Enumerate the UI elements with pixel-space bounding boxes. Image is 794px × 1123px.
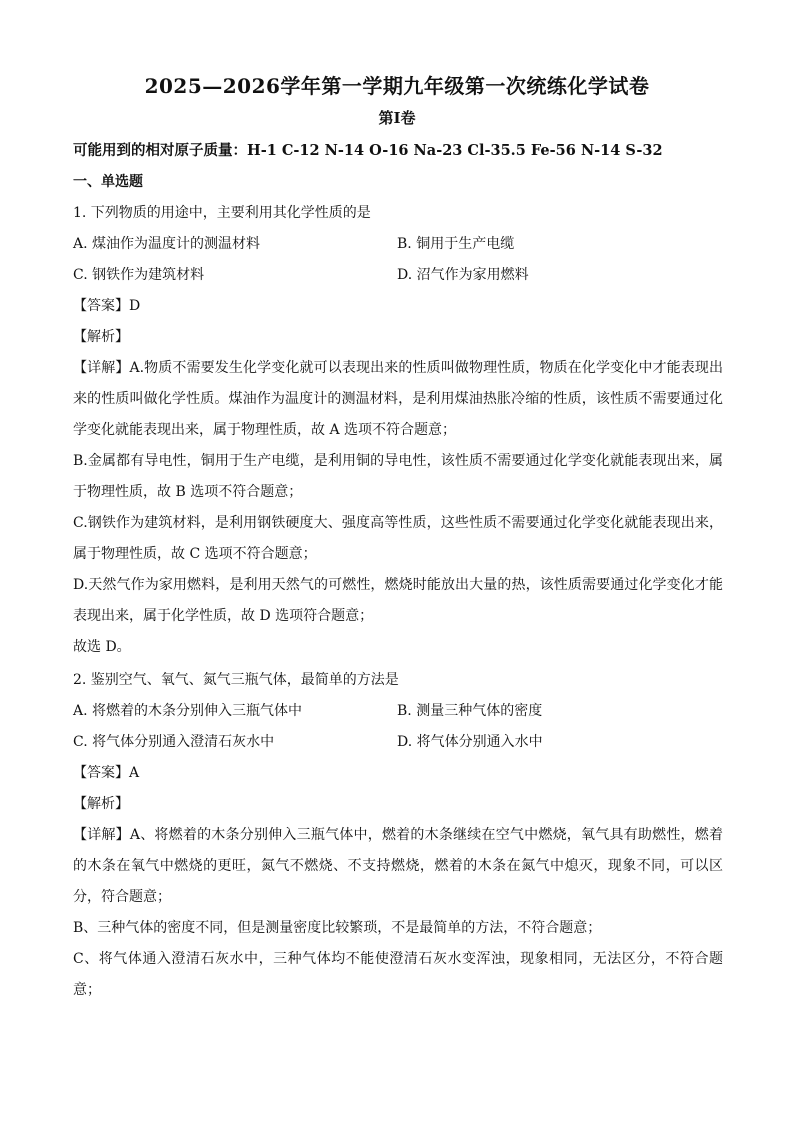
question-1-analysis-label: 【解析】 [73, 329, 129, 345]
question-1-stem: 1. 下列物质的用途中，主要利用其化学性质的是 [73, 205, 371, 221]
atomic-masses-line: 可能用到的相对原子质量：H-1 C-12 N-14 O-16 Na-23 Cl-35.5 Fe-56 N-14 S-32 [73, 142, 663, 159]
question-2-option-d: D. 将气体分别通入水中 [397, 734, 543, 750]
question-1-detail-line: C.钢铁作为建筑材料，是利用钢铁硬度大、强度高等性质，这些性质不需要通过化学变化就能表现出来， [73, 515, 723, 531]
question-2-detail-line: 分，符合题意； [73, 889, 171, 905]
question-2-analysis-label: 【解析】 [73, 796, 129, 812]
question-1-detail-line: 来的性质叫做化学性质。煤油作为温度计的测温材料，是利用煤油热胀冷缩的性质，该性质不需要通过化 [73, 391, 723, 407]
question-1-conclusion: 故选 D。 [73, 639, 131, 655]
page-title: 2025—2026学年第一学期九年级第一次统练化学试卷 [144, 74, 650, 98]
question-1-option-c: C. 钢铁作为建筑材料 [73, 267, 205, 283]
question-2-option-a: A. 将燃着的木条分别伸入三瓶气体中 [73, 703, 303, 719]
question-2-stem: 2. 鉴别空气、氧气、氮气三瓶气体，最简单的方法是 [73, 672, 399, 688]
question-1-detail-line: D.天然气作为家用燃料，是利用天然气的可燃性，燃烧时能放出大量的热，该性质需要通过化学变化才能 [73, 577, 723, 593]
question-2-detail-line: 的木条在氧气中燃烧的更旺，氮气不燃烧、不支持燃烧，燃着的木条在氮气中熄灭，现象不同，可以区 [73, 858, 723, 874]
section-heading: 一、单选题 [73, 174, 143, 190]
question-2-option-c: C. 将气体分别通入澄清石灰水中 [73, 734, 275, 750]
question-2-detail-line: 【详解】A、将燃着的木条分别伸入三瓶气体中，燃着的木条继续在空气中燃烧，氧气具有助燃性，燃着 [73, 827, 723, 843]
question-1-detail-line: 【详解】A.物质不需要发生化学变化就可以表现出来的性质叫做物理性质，物质在化学变化中才能表现出 [73, 360, 723, 376]
question-1-detail-line: 学变化就能表现出来，属于物理性质，故 A 选项不符合题意； [73, 422, 457, 438]
question-2-option-b: B. 测量三种气体的密度 [397, 703, 543, 719]
question-2-detail-line: 意； [73, 982, 101, 998]
question-1-detail-line: 于物理性质，故 B 选项不符合题意； [73, 484, 303, 500]
question-1-option-b: B. 铜用于生产电缆 [397, 236, 515, 252]
question-2-detail-line: B、三种气体的密度不同，但是测量密度比较繁琐，不是最简单的方法，不符合题意； [73, 920, 602, 936]
question-1-answer: 【答案】D [73, 298, 141, 314]
question-1-option-d: D. 沼气作为家用燃料 [397, 267, 529, 283]
question-2-answer: 【答案】A [73, 765, 140, 781]
question-2-detail-line: C、将气体通入澄清石灰水中，三种气体均不能使澄清石灰水变浑浊，现象相同，无法区分，不符合题 [73, 951, 723, 967]
question-1-option-a: A. 煤油作为温度计的测温材料 [73, 236, 261, 252]
question-1-detail-line: 属于物理性质，故 C 选项不符合题意； [73, 546, 317, 562]
question-1-detail-line: 表现出来，属于化学性质，故 D 选项符合题意； [73, 608, 374, 624]
volume-heading: 第Ⅰ卷 [378, 109, 416, 127]
question-1-detail-line: B.金属都有导电性，铜用于生产电缆，是利用铜的导电性，该性质不需要通过化学变化就能表现出来，属 [73, 453, 723, 469]
